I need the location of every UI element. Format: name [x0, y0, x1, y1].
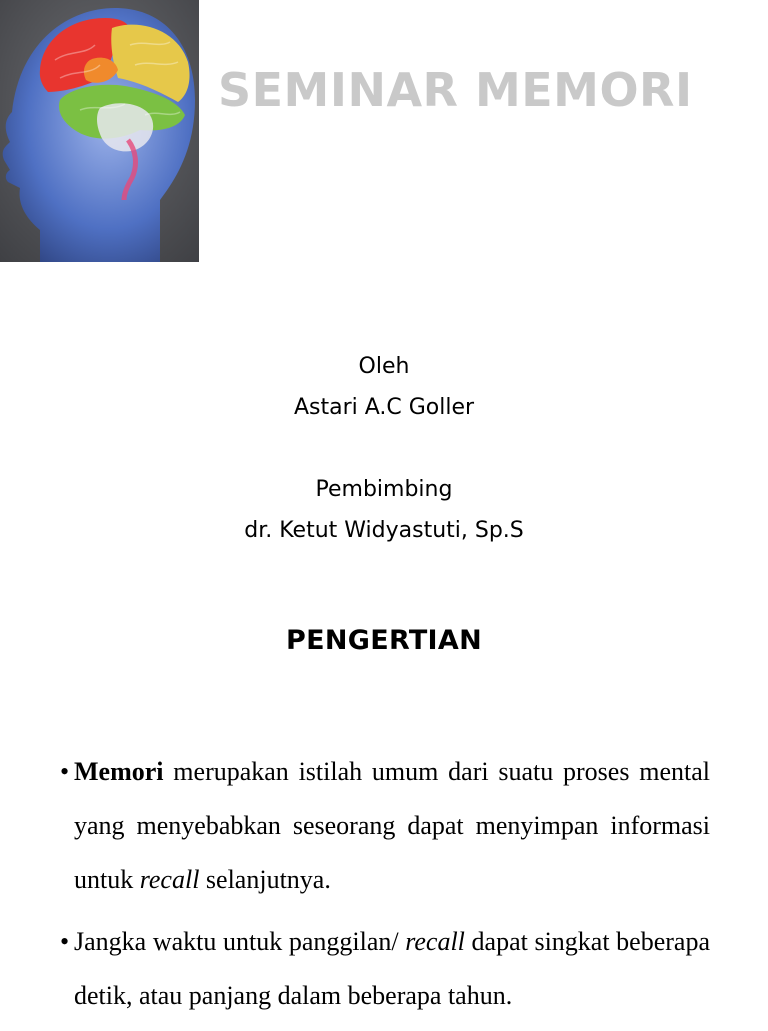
- section-heading: PENGERTIAN: [286, 625, 482, 656]
- list-item: [60, 915, 710, 1023]
- brain-head-illustration: [0, 0, 199, 262]
- definition-list: [60, 745, 710, 1031]
- by-label: Oleh: [358, 354, 410, 379]
- bullet-term: Memori: [74, 757, 164, 786]
- list-item: [60, 745, 710, 907]
- bullet-text-end: dapat singkat beberapa detik, atau panjang dalam beberapa tahun.: [74, 927, 711, 1010]
- credits-spacer: [0, 428, 768, 469]
- bullet-italic: recall: [405, 927, 465, 956]
- supervisor-name: dr. Ketut Widyastuti, Sp.S: [244, 518, 524, 543]
- supervisor-label: Pembimbing: [315, 477, 453, 502]
- credits-block: [0, 346, 768, 551]
- bullet-text: Jangka waktu untuk panggilan/: [74, 927, 406, 956]
- slide-title: SEMINAR MEMORI: [218, 63, 693, 117]
- author-name: Astari A.C Goller: [293, 395, 475, 420]
- bullet-text: merupakan istilah umum dari suatu proses mental yang menyebabkan seseorang dapat menyimpan informasi untuk: [74, 757, 710, 894]
- bullet-marker: •: [60, 757, 70, 786]
- bullet-marker: •: [60, 927, 70, 956]
- bullet-italic: recall: [139, 865, 200, 894]
- bullet-text-end: selanjutnya.: [199, 865, 331, 894]
